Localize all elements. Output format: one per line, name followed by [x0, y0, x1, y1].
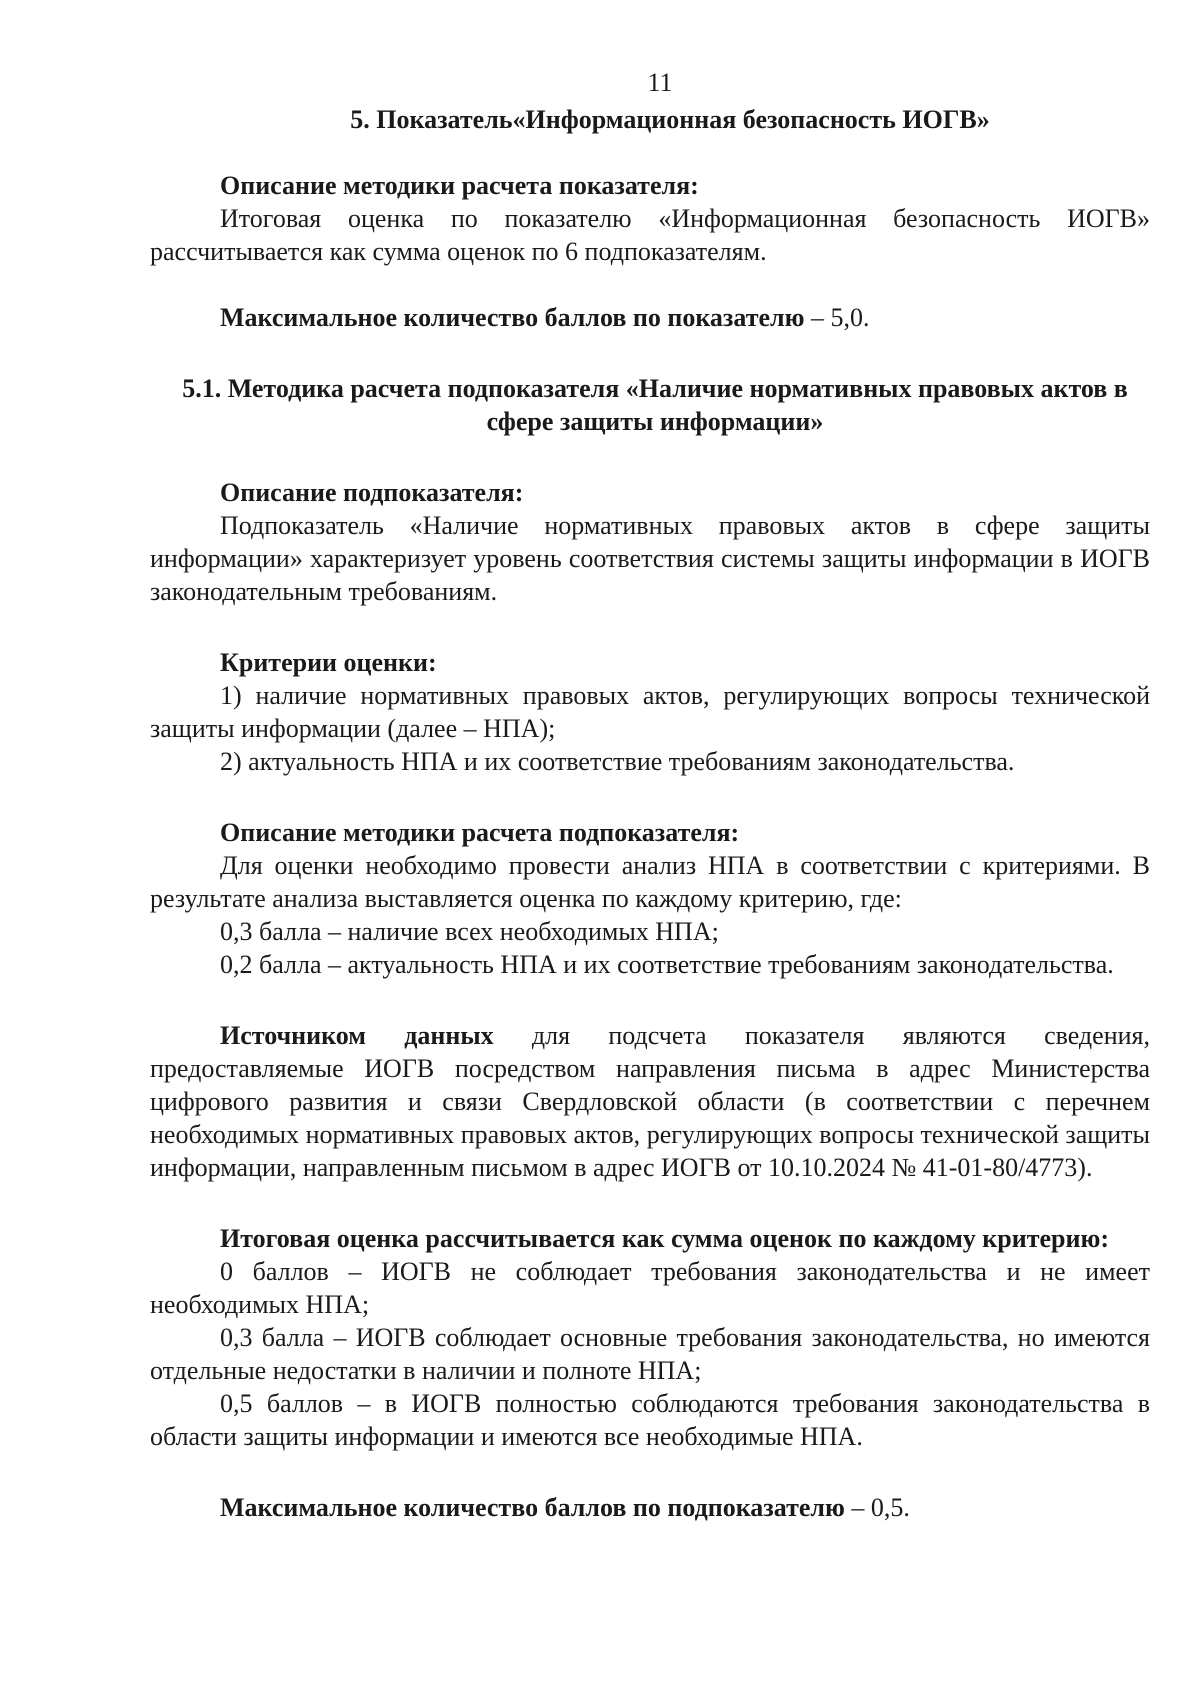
section-5-title: 5. Показатель«Информационная безопасность ИОГВ»	[350, 105, 990, 134]
section-5-1-title: 5.1. Методика расчета подпоказателя «Наличие нормативных правовых актов в сфере защиты информации»	[182, 374, 1128, 436]
method-point: 0,2 балла – актуальность НПА и их соответствие требованиям законодательства.	[220, 950, 1114, 979]
criteria-item: 2) актуальность НПА и их соответствие требованиям законодательства.	[220, 747, 1015, 776]
section-5-max-label: Максимальное количество баллов по показателю	[220, 303, 805, 332]
section-5-method-text: Итоговая оценка по показателю «Информационная безопасность ИОГВ» рассчитывается как сумма оценок по 6 подпоказателям.	[150, 204, 1150, 266]
section-5-method-heading: Описание методики расчета показателя:	[220, 171, 699, 200]
criteria-heading: Критерии оценки:	[220, 648, 437, 677]
description-heading: Описание подпоказателя:	[220, 478, 524, 507]
subindicator-max-value: – 0,5.	[844, 1493, 910, 1522]
section-5-max-score	[150, 301, 1150, 334]
data-source-paragraph	[150, 1019, 1150, 1184]
page-content	[150, 66, 1150, 1524]
subindicator-max-label: Максимальное количество баллов по подпоказателю	[220, 1493, 845, 1522]
subindicator-method-text: Для оценки необходимо провести анализ НПА в соответствии с критериями. В результате анализа выставляется оценка по каждому критерию, где:	[150, 851, 1150, 913]
total-score-point: 0 баллов – ИОГВ не соблюдает требования законодательства и не имеет необходимых НПА;	[150, 1257, 1150, 1319]
data-source-label: Источником данных	[220, 1021, 494, 1050]
total-score-point: 0,3 балла – ИОГВ соблюдает основные требования законодательства, но имеются отдельные недостатки в наличии и полноте НПА;	[150, 1323, 1150, 1385]
method-point: 0,3 балла – наличие всех необходимых НПА;	[220, 917, 719, 946]
subindicator-max-score	[150, 1491, 1150, 1524]
description-text: Подпоказатель «Наличие нормативных правовых актов в сфере защиты информации» характеризует уровень соответствия системы защиты информации в ИОГВ законодательным требованиям.	[150, 511, 1150, 606]
subindicator-method-heading: Описание методики расчета подпоказателя:	[220, 818, 740, 847]
criteria-item: 1) наличие нормативных правовых актов, регулирующих вопросы технической защиты информации (далее – НПА);	[150, 681, 1150, 743]
total-score-point: 0,5 баллов – в ИОГВ полностью соблюдаются требования законодательства в области защиты информации и имеются все необходимые НПА.	[150, 1389, 1150, 1451]
section-5-max-value: – 5,0.	[804, 303, 870, 332]
total-score-heading: Итоговая оценка рассчитывается как сумма оценок по каждому критерию:	[220, 1224, 1110, 1253]
data-source-text: для подсчета показателя являются сведения, предоставляемые ИОГВ посредством направления письма в адрес Министерства цифрового развития и связи Свердловской области (в соответствии с перечнем необходимых нормативных правовых актов, регулирующих вопросы технической защиты информации, направленным письмом в адрес ИОГВ от 10.10.2024 № 41-01-80/4773).	[150, 1021, 1150, 1182]
page-number: 11	[647, 68, 673, 97]
